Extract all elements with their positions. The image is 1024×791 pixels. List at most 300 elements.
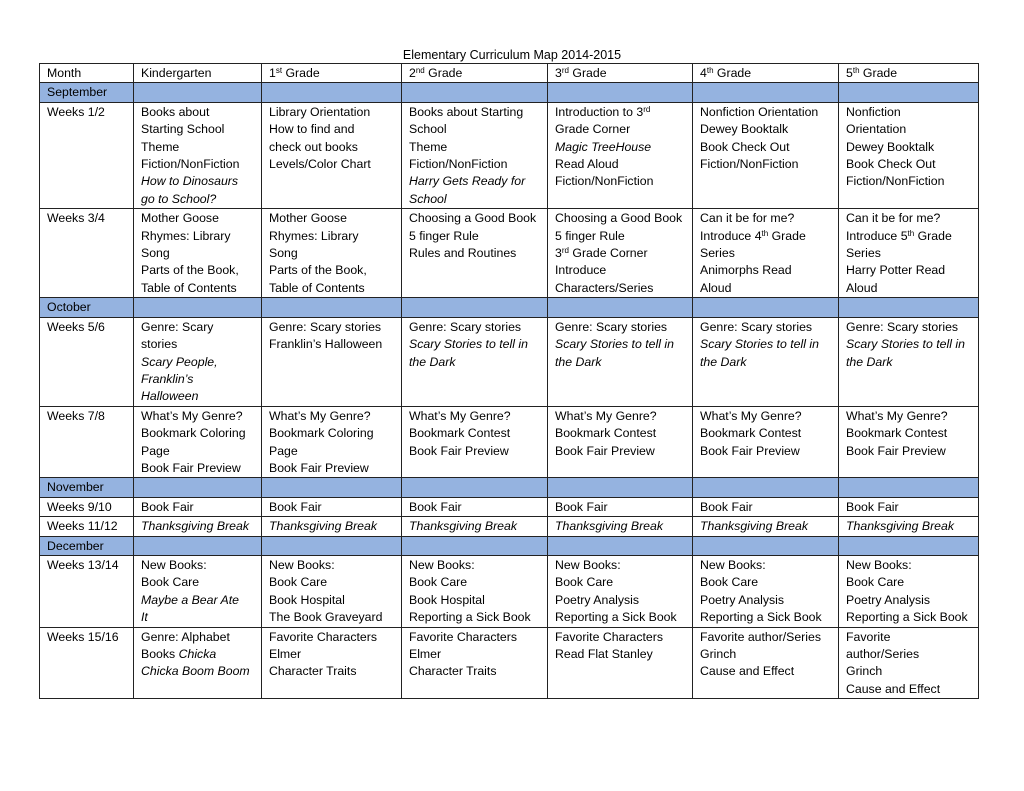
grade-cell: [839, 555, 979, 627]
cell-line: [141, 518, 257, 535]
text-segment: Song: [269, 246, 298, 261]
grade-cell: [839, 406, 979, 478]
header-grade: [134, 64, 262, 83]
text-segment: Scary People,: [141, 354, 218, 369]
text-segment: New Books:: [141, 557, 207, 572]
cell-line: [846, 574, 974, 591]
cell-line: [409, 408, 543, 425]
ordinal-suffix: th: [852, 66, 860, 75]
cell-line: [555, 139, 688, 156]
grade-cell: [134, 209, 262, 298]
cell-line: [555, 228, 688, 245]
text-segment: Rhymes: Library: [269, 228, 359, 243]
text-segment: It: [141, 610, 148, 625]
grade-cell: [402, 209, 548, 298]
month-cell: [548, 536, 693, 555]
cell-line: [409, 139, 543, 156]
text-segment: Books about Starting: [409, 104, 524, 119]
cell-line: [700, 319, 834, 336]
cell-line: [555, 425, 688, 442]
grade-cell: [262, 555, 402, 627]
cell-line: [269, 139, 397, 156]
cell-line: [269, 336, 397, 353]
month-cell: [402, 536, 548, 555]
cell-line: [141, 191, 257, 208]
text-segment: Choosing a Good Book: [409, 211, 537, 226]
cell-line: [555, 592, 688, 609]
grade-cell: [262, 102, 402, 208]
text-segment: What’s My Genre?: [269, 408, 371, 423]
text-segment: Levels/Color Chart: [269, 157, 371, 172]
month-cell: [134, 536, 262, 555]
week-row: [40, 627, 979, 699]
text-segment: Starting School: [141, 122, 225, 137]
grade-cell: [693, 406, 839, 478]
cell-line: [409, 210, 543, 227]
month-cell: [134, 298, 262, 317]
cell-line: [141, 245, 257, 262]
month-row: [40, 298, 979, 317]
cell-line: [141, 425, 257, 442]
text-segment: Book Care: [700, 575, 759, 590]
cell-line: [269, 460, 397, 477]
cell-line: [141, 574, 257, 591]
text-segment: Book Fair Preview: [409, 443, 509, 458]
text-segment: Book Care: [141, 575, 200, 590]
text-segment: Book Fair: [141, 499, 194, 514]
text-segment: Nonfiction: [846, 104, 901, 119]
cell-line: [409, 104, 543, 121]
text-segment: Fiction/NonFiction: [409, 157, 508, 172]
text-segment: Theme: [141, 139, 180, 154]
text-segment: Genre: Scary stories: [269, 319, 382, 334]
week-label: Weeks 13/14: [40, 555, 134, 627]
header-grade: [402, 64, 548, 83]
week-row: [40, 406, 979, 478]
grade-cell: [693, 555, 839, 627]
ordinal-suffix: rd: [561, 246, 569, 256]
header-row: [40, 64, 979, 83]
cell-line: [141, 173, 257, 190]
cell-line: [141, 104, 257, 121]
cell-line: [846, 245, 974, 262]
month-row: [40, 83, 979, 102]
text-segment: Poetry Analysis: [846, 592, 931, 607]
cell-line: [700, 443, 834, 460]
cell-line: [700, 629, 834, 646]
cell-line: [846, 210, 974, 227]
text-segment: Fiction/NonFiction: [555, 174, 654, 189]
text-segment: How to find and: [269, 122, 355, 137]
text-segment: Grade Corner: [555, 122, 631, 137]
text-segment: Can it be for me?: [846, 211, 941, 226]
cell-line: [269, 319, 397, 336]
month-cell: [134, 83, 262, 102]
text-segment: Rules and Routines: [409, 246, 517, 261]
text-segment: Scary Stories to tell in: [409, 337, 528, 352]
text-segment: Page: [269, 443, 298, 458]
text-segment: Book Check Out: [846, 157, 936, 172]
cell-line: [846, 646, 974, 663]
text-segment: Book Fair Preview: [141, 460, 241, 475]
cell-line: [555, 319, 688, 336]
grade-cell: [693, 627, 839, 699]
text-segment: Read Flat Stanley: [555, 647, 653, 661]
grade-cell: [839, 627, 979, 699]
cell-line: [141, 460, 257, 477]
ordinal-suffix: nd: [415, 66, 425, 75]
cell-line: [846, 408, 974, 425]
text-segment: Favorite Characters: [409, 629, 517, 644]
cell-line: [555, 336, 688, 353]
cell-line: [141, 121, 257, 138]
grade-cell: [548, 555, 693, 627]
month-cell: [693, 83, 839, 102]
cell-line: [846, 354, 974, 371]
cell-line: [409, 121, 543, 138]
text-segment: Chicka: [178, 647, 217, 661]
text-segment: 2: [409, 66, 416, 80]
text-segment: Grinch: [846, 664, 883, 679]
text-segment: Scary Stories to tell in: [555, 337, 674, 352]
cell-line: [846, 609, 974, 626]
cell-line: [409, 425, 543, 442]
month-label: December: [40, 536, 134, 555]
cell-line: [269, 646, 397, 663]
cell-line: [555, 354, 688, 371]
cell-line: [269, 443, 397, 460]
cell-line: [700, 663, 834, 680]
text-segment: Book Check Out: [700, 139, 790, 154]
cell-line: [141, 499, 257, 516]
text-segment: Book Hospital: [409, 592, 485, 607]
header-month: [40, 64, 134, 83]
text-segment: Dewey Booktalk: [700, 122, 789, 137]
text-segment: Fiction/NonFiction: [846, 174, 945, 189]
text-segment: Bookmark Contest: [846, 426, 948, 441]
grade-cell: [262, 627, 402, 699]
cell-line: [846, 681, 974, 698]
month-cell: [548, 83, 693, 102]
text-segment: New Books:: [555, 557, 621, 572]
cell-line: [555, 408, 688, 425]
text-segment: Thanksgiving Break: [269, 519, 377, 534]
text-segment: Book Fair: [700, 499, 753, 514]
text-segment: Character Traits: [269, 664, 357, 679]
cell-line: [846, 663, 974, 680]
cell-line: [846, 499, 974, 516]
grade-cell: [134, 102, 262, 208]
grade-cell: [839, 517, 979, 536]
text-segment: Reporting a Sick Book: [555, 610, 677, 625]
cell-line: [700, 65, 834, 82]
ordinal-suffix: rd: [561, 66, 569, 75]
text-segment: Book Fair: [555, 499, 608, 514]
text-segment: Thanksgiving Break: [141, 519, 249, 534]
month-cell: [402, 83, 548, 102]
cell-line: [269, 609, 397, 626]
cell-line: [555, 121, 688, 138]
text-segment: Poetry Analysis: [555, 592, 640, 607]
cell-line: [846, 592, 974, 609]
cell-line: [141, 262, 257, 279]
grade-cell: [693, 102, 839, 208]
cell-line: [141, 139, 257, 156]
cell-line: [141, 629, 257, 646]
header-grade: [548, 64, 693, 83]
text-segment: Book Fair Preview: [269, 460, 369, 475]
text-segment: Introduction to 3: [555, 104, 644, 119]
cell-line: [700, 245, 834, 262]
month-label: September: [40, 83, 134, 102]
cell-line: [409, 245, 543, 262]
grade-cell: [402, 317, 548, 406]
text-segment: Chicka Boom Boom: [141, 664, 250, 679]
week-row: [40, 497, 979, 516]
grade-cell: [839, 317, 979, 406]
cell-line: [700, 408, 834, 425]
month-row: [40, 478, 979, 497]
text-segment: 4: [700, 66, 707, 80]
grade-cell: [693, 497, 839, 516]
cell-line: [269, 499, 397, 516]
text-segment: Series: [700, 246, 735, 261]
text-segment: Books: [141, 647, 179, 661]
grade-cell: [839, 209, 979, 298]
grade-cell: [134, 406, 262, 478]
grade-cell: [262, 406, 402, 478]
grade-cell: [262, 317, 402, 406]
text-segment: Book Hospital: [269, 592, 345, 607]
month-cell: [262, 83, 402, 102]
grade-cell: [134, 627, 262, 699]
text-segment: the Dark: [555, 354, 602, 369]
cell-line: [269, 210, 397, 227]
cell-line: [409, 228, 543, 245]
cell-line: [141, 65, 257, 82]
text-segment: Book Fair Preview: [555, 443, 655, 458]
grade-cell: [548, 406, 693, 478]
text-segment: Nonfiction Orientation: [700, 104, 819, 119]
cell-line: [141, 443, 257, 460]
text-segment: Book Fair Preview: [700, 443, 800, 458]
text-segment: Orientation: [846, 122, 907, 137]
cell-line: [555, 499, 688, 516]
text-segment: Can it be for me?: [700, 211, 795, 226]
cell-line: [269, 262, 397, 279]
text-segment: Grade: [859, 66, 898, 80]
text-segment: School: [409, 122, 447, 137]
cell-line: [409, 354, 543, 371]
month-cell: [262, 298, 402, 317]
text-segment: Book Fair: [846, 499, 899, 514]
text-segment: Aloud: [846, 280, 878, 295]
text-segment: Book Care: [846, 575, 905, 590]
text-segment: Dewey Booktalk: [846, 139, 935, 154]
text-segment: Introduce: [555, 263, 607, 278]
cell-line: [700, 557, 834, 574]
cell-line: [269, 156, 397, 173]
text-segment: Cause and Effect: [846, 681, 941, 696]
text-segment: Bookmark Coloring: [141, 426, 246, 441]
text-segment: Book Fair: [269, 499, 322, 514]
text-segment: Cause and Effect: [700, 664, 795, 679]
text-segment: 1: [269, 66, 276, 80]
text-segment: Fiction/NonFiction: [700, 157, 799, 172]
grade-cell: [402, 517, 548, 536]
cell-line: [269, 574, 397, 591]
week-label: Weeks 1/2: [40, 102, 134, 208]
week-row: [40, 555, 979, 627]
text-segment: Page: [141, 443, 170, 458]
month-cell: [839, 478, 979, 497]
month-row: [40, 536, 979, 555]
grade-cell: [134, 497, 262, 516]
cell-line: [141, 388, 257, 405]
text-segment: Book Care: [555, 575, 614, 590]
week-label: Weeks 11/12: [40, 517, 134, 536]
cell-line: [409, 663, 543, 680]
week-label: Weeks 3/4: [40, 209, 134, 298]
text-segment: Harry Gets Ready for: [409, 174, 526, 189]
text-segment: Bookmark Contest: [409, 426, 511, 441]
cell-line: [409, 336, 543, 353]
text-segment: Poetry Analysis: [700, 592, 785, 607]
week-row: [40, 517, 979, 536]
grade-cell: [548, 209, 693, 298]
cell-line: [555, 262, 688, 279]
text-segment: What’s My Genre?: [141, 408, 243, 423]
cell-line: [846, 319, 974, 336]
grade-cell: [839, 497, 979, 516]
text-segment: Bookmark Coloring: [269, 426, 374, 441]
text-segment: How to Dinosaurs: [141, 174, 239, 189]
cell-line: [409, 592, 543, 609]
text-segment: Maybe a Bear Ate: [141, 592, 239, 607]
month-cell: [262, 478, 402, 497]
cell-line: [141, 319, 257, 336]
text-segment: the Dark: [846, 354, 893, 369]
cell-line: [846, 280, 974, 297]
cell-line: [141, 280, 257, 297]
text-segment: Reporting a Sick Book: [846, 610, 968, 625]
text-segment: Book Care: [269, 575, 328, 590]
text-segment: Elmer: [409, 647, 442, 661]
cell-line: [700, 280, 834, 297]
text-segment: stories: [141, 337, 178, 352]
week-row: [40, 102, 979, 208]
cell-line: [555, 173, 688, 190]
text-segment: Rhymes: Library: [141, 228, 231, 243]
grade-cell: [839, 102, 979, 208]
text-segment: What’s My Genre?: [700, 408, 802, 423]
text-segment: New Books:: [846, 557, 912, 572]
cell-line: [269, 121, 397, 138]
grade-cell: [262, 209, 402, 298]
cell-line: [269, 425, 397, 442]
text-segment: Kindergarten: [141, 66, 212, 80]
month-cell: [839, 83, 979, 102]
text-segment: Book Fair Preview: [846, 443, 946, 458]
text-segment: Introduce 5: [846, 228, 908, 243]
cell-line: [141, 609, 257, 626]
text-segment: check out books: [269, 139, 358, 154]
cell-line: [409, 319, 543, 336]
cell-line: [700, 121, 834, 138]
month-cell: [262, 536, 402, 555]
cell-line: [141, 592, 257, 609]
text-segment: 5 finger Rule: [555, 228, 625, 243]
text-segment: 5 finger Rule: [409, 228, 479, 243]
cell-line: [409, 574, 543, 591]
text-segment: 3: [555, 66, 562, 80]
cell-line: [700, 518, 834, 535]
text-segment: Genre: Scary stories: [555, 319, 668, 334]
text-segment: Scary Stories to tell in: [846, 337, 965, 352]
week-label: Weeks 15/16: [40, 627, 134, 699]
text-segment: Grinch: [700, 647, 737, 661]
grade-cell: [548, 627, 693, 699]
text-segment: author/Series: [846, 647, 920, 661]
cell-line: [846, 104, 974, 121]
cell-line: [700, 228, 834, 245]
grade-cell: [134, 555, 262, 627]
text-segment: Reporting a Sick Book: [409, 610, 531, 625]
header-grade: [839, 64, 979, 83]
grade-cell: [548, 497, 693, 516]
grade-cell: [262, 517, 402, 536]
text-segment: Bookmark Contest: [700, 426, 802, 441]
grade-cell: [548, 517, 693, 536]
cell-line: [846, 425, 974, 442]
cell-line: [269, 104, 397, 121]
curriculum-table: [39, 63, 979, 699]
grade-cell: [693, 317, 839, 406]
cell-line: [846, 336, 974, 353]
cell-line: [269, 228, 397, 245]
cell-line: [141, 336, 257, 353]
cell-line: [409, 629, 543, 646]
cell-line: [846, 228, 974, 245]
grade-cell: [548, 102, 693, 208]
cell-line: [269, 518, 397, 535]
text-segment: Genre: Scary stories: [846, 319, 959, 334]
cell-line: [846, 629, 974, 646]
cell-line: [846, 518, 974, 535]
text-segment: Characters/Series: [555, 280, 654, 295]
text-segment: Parts of the Book,: [141, 263, 239, 278]
month-cell: [693, 298, 839, 317]
month-cell: [693, 478, 839, 497]
cell-line: [269, 65, 397, 82]
text-segment: go to School?: [141, 191, 217, 206]
text-segment: Genre: Scary stories: [409, 319, 522, 334]
cell-line: [409, 609, 543, 626]
header-grade: [262, 64, 402, 83]
text-segment: Fiction/NonFiction: [141, 157, 240, 172]
text-segment: 3: [555, 246, 562, 261]
cell-line: [700, 104, 834, 121]
text-segment: Genre: Scary: [141, 319, 214, 334]
cell-line: [700, 646, 834, 663]
week-row: [40, 209, 979, 298]
text-segment: Thanksgiving Break: [409, 519, 517, 534]
text-segment: Grade: [768, 228, 806, 243]
text-segment: Book Fair: [409, 499, 462, 514]
cell-line: [141, 557, 257, 574]
cell-line: [846, 262, 974, 279]
text-segment: Library Orientation: [269, 104, 371, 119]
